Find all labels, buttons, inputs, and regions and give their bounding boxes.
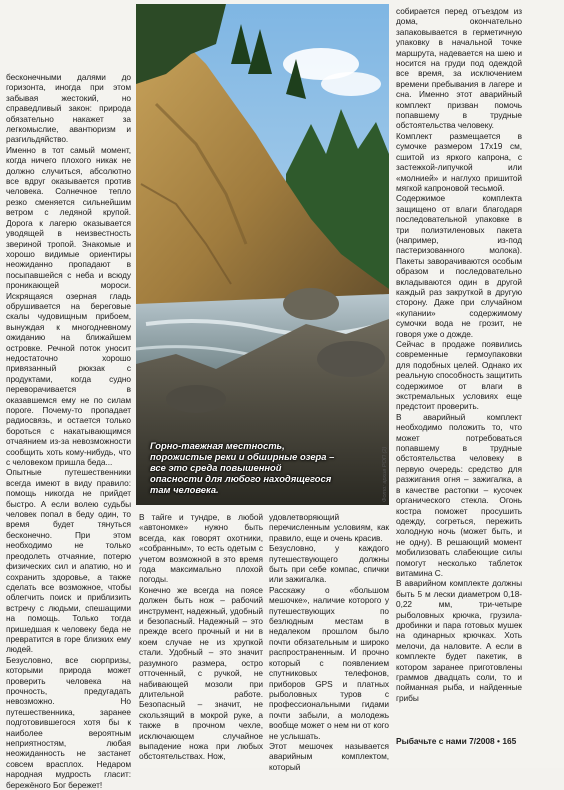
paragraph: Содержимое комплекта защищено от влаги благодаря последовательной упаковке в три полиэтиленовых пакета (например, из-под пастеризованного молока). Пакеты заворачиваются особым образом и последовательно вкладываются один в другой каждый раз закруткой в другую сторону. Даже при случайном «купании» содержимому сумочки вода не грозит, не говоря уже о дожде.: [396, 193, 522, 339]
paragraph: удовлетворяющий перечисленным условиям, как правило, еще и очень красив.: [269, 512, 389, 543]
left-text-column: [6, 72, 131, 790]
river-canyon-photo: [136, 4, 389, 505]
paragraph: Этот мешочек называется аварийным комплектом, который: [269, 740, 389, 772]
right-text-column: [396, 6, 522, 727]
middle-text-column-b: [269, 512, 389, 772]
magazine-issue: Рыбачьте с нами 7/2008: [396, 736, 495, 746]
paragraph: Безусловно, все сюрпризы, которыми природа может проверить человека на прочность, предугадать невозможно. Но путешественника, заранее подготовившегося хотя бы к наиболее вероятным неприятностям, любая неожиданность не застанет совсем врасплох. Недаром народная мудрость гласит: бережёного Бог бережет!: [6, 654, 131, 790]
paragraph: собирается перед отъездом из дома, окончательно запаковывается в герметичную упаковку в начальной точке маршрута, надевается на шею и носится на груди под одеждой все время, за исключением времени пребывания в лагере и сна. Именно этот аварийный комплект призван помочь попавшему в трудные обстоятельства человеку.: [396, 6, 522, 131]
paragraph: бесконечными далями до горизонта, иногда при этом забывая жестокий, но справедливый закон: природа обязательно накажет за легкомыслие, авантюризм и разгильдяйство.: [6, 72, 131, 145]
paragraph: Безусловно, у каждого путешествующего должны быть при себе компас, спички или зажигалка.: [269, 543, 389, 585]
paragraph: В аварийный комплект необходимо положить то, что может потребоваться попавшему в трудные обстоятельства человеку в первую очередь: средство для разжигания огня – зажигалка, а в качестве растопки – кусочек органического стекла. Огонь костра поможет просушить одежду, согреться, пережить холодную ночь (может быть, и не одну). В решающий момент мобилизовать слабеющие силы помогут несколько таблеток витамина С.: [396, 411, 522, 578]
paragraph: Комплект размещается в сумочке размером 17х19 см, сшитой из яркого капрона, с застежкой-липучкой или «молнией» и наглухо пришитой мягкой капроновой тесьмой.: [396, 130, 522, 193]
paragraph: Опытные путешественники всегда имеют в виду правило: помощь никогда не прийдет быстро. А если волею судьбы человек попал в беду один, то время будет тянуться бесконечно. При этом необходимо не только преодолеть отчаяние, потерю физических сил и апатию, но и сохранить здоровье, а также сделать все возможное, чтобы облегчить поиск и приблизить встречу с людьми, спешащими на помощь. Только тогда пришедшая к человеку беда не превратится в горе близких ему людей.: [6, 467, 131, 655]
footer-bullet: •: [497, 736, 500, 746]
photo-caption: Горно-таежная местность, порожистые реки и обширные озера – все это среда повышенной опасности для любого находящегося там человека.: [150, 440, 335, 495]
paragraph: Именно в тот самый момент, когда ничего плохого никак не должно случиться, абсолютно все вдруг оказывается против человека. Солнечное тепло резко сменяется сильнейшим ветром с ледяной крупой. Дорога к лагерю оказывается уводящей в неизвестность звериной тропой. Знакомые и хорошо видимые ориентиры неожиданно пропадают в посыпавшейся с неба и всюду проникающей мороси. Искрящаяся озерная гладь обрушивается на береговые скалы чудовищным прибоем, вынуждая к многодневному ожиданию на ближайшем островке. Речной поток уносит недостаточно хорошо привязанный рюкзак с продуктами, когда судно переворачивается в оказавшемся ему не по силам пороге. Почему-то пропадает радиосвязь, и остается только бороться с накатывающимся отчаянием из-за невозможности сообщить хоть кому-нибудь, что с человеком пришла беда...: [6, 144, 131, 468]
paragraph: Расскажу о «большом мешочке», наличие которого у путешествующих по безлюдным местам в недалеком прошлом было почти обязательным и широко распространенным. И прочно который с появлением спутниковых телефонов, приборов GPS и платных рыболовных туров с профессиональными гидами почти забыли, а молодежь вообще может о нем ни от кого не услышать.: [269, 584, 389, 741]
paragraph: Сейчас в продаже появились современные гермоупаковки для подобных целей. Однако их реальную способность защитить содержимое от влаги в экстремальных условиях еще предстоит проверить.: [396, 339, 522, 412]
photo-credit: Фото: архив РОП (2): [382, 446, 388, 502]
paragraph: Конечно же всегда на поясе должен быть нож – рабочий инструмент, надежный, удобный и безопасный. Надежный – это прежде всего прочный и ни в коем случае не из хрупкой стали. Удобный – это значит разумного размера, остро отточенный, с ручкой, не набивающей мозоли при длительной работе. Безопасный – значит, не скользящий в мокрой руке, а также в прочном чехле, исключающем случайное выпадение ножа при любых обстоятельствах. Нож,: [139, 584, 263, 762]
paragraph: В аварийном комплекте должны быть 5 м лески диаметром 0,18-0,22 мм, три-четыре рыболовных крючка, грузила-дробинки и пара готовых мушек на одинарных крючках. Хоть мелочи, да наловите. А если в комплекте будет пакетик, в котором заранее приготовлены граммов двадцать соли, то и пойманная рыба, и найденные грибы: [396, 578, 522, 703]
page-number: 165: [502, 736, 517, 746]
page-footer: [396, 736, 526, 746]
middle-text-column-a: [139, 512, 263, 762]
paragraph: В тайге и тундре, в любой «автономке» нужно быть всегда, как говорят охотники, «собранным», то есть одетым с учетом возможной в это время года максимально плохой погоды.: [139, 512, 263, 585]
